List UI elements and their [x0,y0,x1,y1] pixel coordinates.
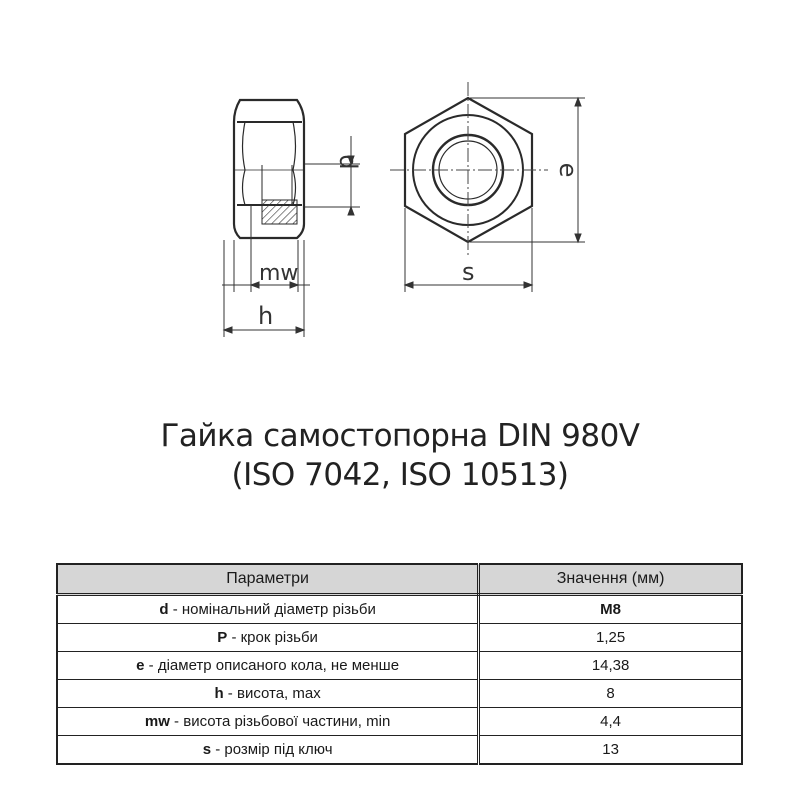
label-s: s [462,258,475,286]
param-desc: - номінальний діаметр різьби [168,601,376,618]
value-cell: 8 [479,680,742,708]
param-cell [57,736,479,765]
param-desc: - діаметр описаного кола, не менше [144,657,400,674]
param-cell [57,595,479,624]
param-desc: - висота, max [223,685,321,702]
param-cell [57,652,479,680]
nylon-insert-hatch [262,200,297,224]
header-parameters: Параметри [57,564,479,595]
param-desc: - розмір під ключ [211,741,333,758]
value-cell: 13 [479,736,742,765]
param-symbol: P [217,629,228,646]
param-cell [57,680,479,708]
label-e: e [554,162,582,178]
value-cell: 4,4 [479,708,742,736]
nut-technical-drawing [0,0,800,360]
label-mw: mw [259,261,299,286]
table-row [57,708,742,736]
table-row [57,652,742,680]
param-cell [57,708,479,736]
table-row [57,624,742,652]
table-row [57,736,742,765]
dimension-d [305,136,360,215]
param-symbol: d [159,601,169,618]
table-row [57,680,742,708]
standards-subtitle: (ISO 7042, ISO 10513) [231,457,569,493]
centerlines [390,82,548,258]
param-cell [57,624,479,652]
table-header-row [57,564,742,595]
value-cell: M8 [479,595,742,624]
param-symbol: s [202,741,212,758]
spec-table [56,563,743,765]
param-symbol: h [214,685,224,702]
table-row [57,595,742,624]
label-d: d [334,154,362,170]
label-h: h [258,302,274,330]
value-cell: 14,38 [479,652,742,680]
param-symbol: mw [144,713,170,730]
product-title: Гайка самостопорна DIN 980V [160,418,640,454]
param-desc: - крок різьби [227,629,318,646]
header-values: Значення (мм) [479,564,742,595]
param-desc: - висота різьбової частини, min [169,713,391,730]
param-symbol: e [136,657,145,674]
value-cell: 1,25 [479,624,742,652]
